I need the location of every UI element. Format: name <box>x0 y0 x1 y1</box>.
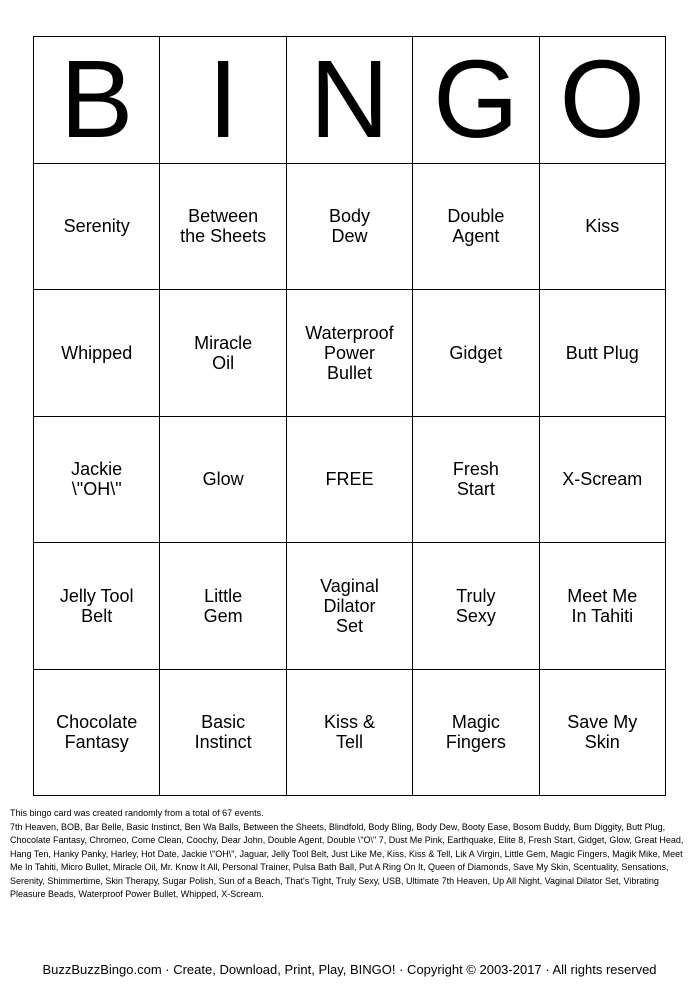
bingo-square: Vaginal Dilator Set <box>287 543 413 670</box>
card-description <box>10 807 690 902</box>
header-letter-o: O <box>540 37 666 164</box>
bingo-square: Basic Instinct <box>160 670 286 797</box>
bingo-square: Kiss & Tell <box>287 670 413 797</box>
bingo-square: Fresh Start <box>413 417 539 544</box>
header-letter-b: B <box>34 37 160 164</box>
bingo-square: Magic Fingers <box>413 670 539 797</box>
header-letter-n: N <box>287 37 413 164</box>
bingo-square: X-Scream <box>540 417 666 544</box>
bingo-square: Body Dew <box>287 164 413 291</box>
bingo-square: Truly Sexy <box>413 543 539 670</box>
bingo-square: Chocolate Fantasy <box>34 670 160 797</box>
bingo-square: Between the Sheets <box>160 164 286 291</box>
bingo-square: Double Agent <box>413 164 539 291</box>
free-square: FREE <box>287 417 413 544</box>
bingo-square: Kiss <box>540 164 666 291</box>
bingo-square: Save My Skin <box>540 670 666 797</box>
bingo-square: Glow <box>160 417 286 544</box>
description-event-list: 7th Heaven, BOB, Bar Belle, Basic Instinct, Ben Wa Balls, Between the Sheets, Blindfold, Body Bling, Body Dew, Booty Ease, Bosom Buddy, Bum Diggity, Butt Plug, Chocolate Fantasy, Chromeo, Come Clean, Coochy, Dear John, Double Agent, Double \"O\" 7, Dust Me Pink, Earthquake, Elite 8, Fresh Start, Gidget, Glow, Great Head, Hang Ten, Hanky Panky, Harley, Hot Date, Jackie \"OH\", Jaguar, Jelly Tool Belt, Just Like Me, Kiss, Kiss & Tell, Lik A Virgin, Little Gem, Magic Fingers, Magik Mike, Meet Me In Tahiti, Micro Bullet, Miracle Oil, Mr. Know It All, Personal Trainer, Pulsa Bath Ball, Put A Ring On It, Queen of Diamonds, Save My Skin, Scentuality, Sensations, Serenity, Shimmertime, Skin Therapy, Sugar Polish, Sun of a Beach, That's Tight, Truly Sexy, USB, Ultimate 7th Heaven, Up All Night, Vaginal Dilator Set, Vibrating Pleasure Beads, Waterproof Power Bullet, Whipped, X-Scream. <box>10 821 684 899</box>
bingo-square: Whipped <box>34 290 160 417</box>
bingo-square: Little Gem <box>160 543 286 670</box>
bingo-square: Butt Plug <box>540 290 666 417</box>
site-footer: BuzzBuzzBingo.com · Create, Download, Print, Play, BINGO! · Copyright © 2003-2017 · All rights reserved <box>42 962 657 977</box>
header-letter-i: I <box>160 37 286 164</box>
header-letter-g: G <box>413 37 539 164</box>
bingo-card <box>33 36 666 796</box>
description-intro: This bingo card was created randomly from a total of 67 events. <box>10 808 264 818</box>
bingo-square: Miracle Oil <box>160 290 286 417</box>
bingo-square: Waterproof Power Bullet <box>287 290 413 417</box>
bingo-square: Jelly Tool Belt <box>34 543 160 670</box>
bingo-square: Jackie \"OH\" <box>34 417 160 544</box>
bingo-square: Serenity <box>34 164 160 291</box>
bingo-square: Gidget <box>413 290 539 417</box>
bingo-square: Meet Me In Tahiti <box>540 543 666 670</box>
